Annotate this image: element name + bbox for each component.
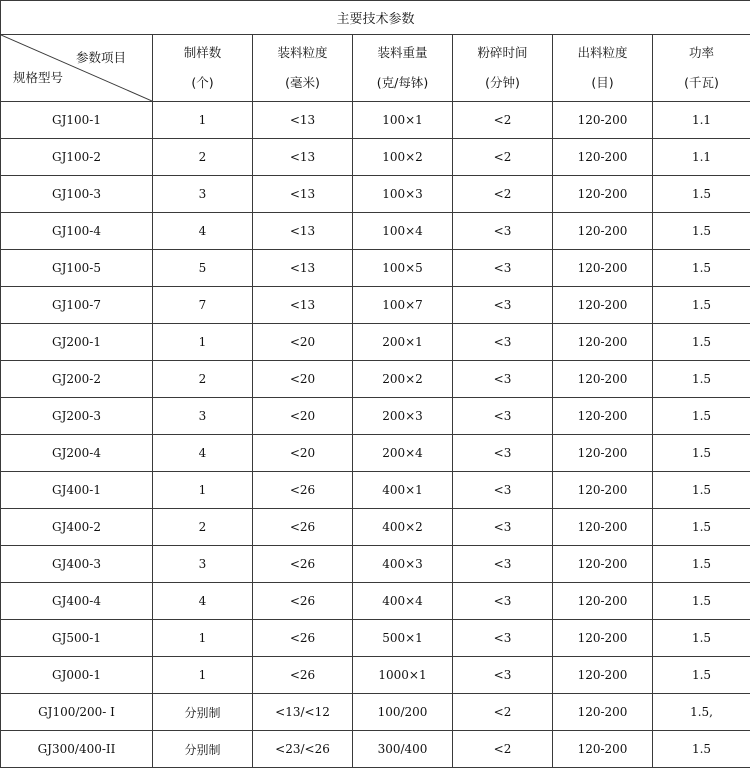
value-cell: <3 bbox=[453, 657, 553, 694]
value-cell: 1.5 bbox=[653, 213, 750, 250]
value-cell: <2 bbox=[453, 176, 553, 213]
model-cell: GJ400-3 bbox=[1, 546, 153, 583]
value-cell: 120-200 bbox=[553, 583, 653, 620]
value-cell: <13 bbox=[253, 176, 353, 213]
value-cell: <26 bbox=[253, 546, 353, 583]
value-cell: 1000×1 bbox=[353, 657, 453, 694]
table-body bbox=[1, 102, 750, 768]
value-cell: <20 bbox=[253, 324, 353, 361]
model-cell: GJ000-1 bbox=[1, 657, 153, 694]
value-cell: 1.5 bbox=[653, 398, 750, 435]
model-cell: GJ400-1 bbox=[1, 472, 153, 509]
value-cell: <2 bbox=[453, 139, 553, 176]
value-cell: 1.1 bbox=[653, 139, 750, 176]
title-row bbox=[1, 1, 750, 35]
table-row bbox=[1, 620, 750, 657]
model-cell: GJ200-1 bbox=[1, 324, 153, 361]
value-cell: 100×7 bbox=[353, 287, 453, 324]
table-row bbox=[1, 546, 750, 583]
value-cell: <3 bbox=[453, 583, 553, 620]
value-cell: <13 bbox=[253, 102, 353, 139]
column-header-name: 粉碎时间 bbox=[453, 38, 552, 68]
value-cell: 2 bbox=[153, 139, 253, 176]
value-cell: 120-200 bbox=[553, 435, 653, 472]
value-cell: 1.5 bbox=[653, 176, 750, 213]
column-header-name: 装料重量 bbox=[353, 38, 452, 68]
value-cell: 120-200 bbox=[553, 139, 653, 176]
value-cell: 120-200 bbox=[553, 250, 653, 287]
value-cell: 1.5 bbox=[653, 509, 750, 546]
value-cell: 1 bbox=[153, 620, 253, 657]
table-row bbox=[1, 435, 750, 472]
value-cell: 120-200 bbox=[553, 102, 653, 139]
model-cell: GJ100-2 bbox=[1, 139, 153, 176]
column-header-name: 功率 bbox=[653, 38, 750, 68]
value-cell: 4 bbox=[153, 583, 253, 620]
column-header bbox=[253, 35, 353, 102]
value-cell: 100×2 bbox=[353, 139, 453, 176]
value-cell: 5 bbox=[153, 250, 253, 287]
column-header-name: 出料粒度 bbox=[553, 38, 652, 68]
value-cell: 200×3 bbox=[353, 398, 453, 435]
value-cell: <3 bbox=[453, 213, 553, 250]
value-cell: 分别制 bbox=[153, 731, 253, 768]
column-header-unit: (克/每钵) bbox=[353, 68, 452, 98]
value-cell: 1 bbox=[153, 657, 253, 694]
value-cell: <23/<26 bbox=[253, 731, 353, 768]
value-cell: 1 bbox=[153, 324, 253, 361]
table-row bbox=[1, 472, 750, 509]
table-row bbox=[1, 583, 750, 620]
table-row bbox=[1, 250, 750, 287]
value-cell: 400×2 bbox=[353, 509, 453, 546]
header-row bbox=[1, 35, 750, 102]
value-cell: 100×3 bbox=[353, 176, 453, 213]
model-cell: GJ200-4 bbox=[1, 435, 153, 472]
model-cell: GJ100-3 bbox=[1, 176, 153, 213]
column-header bbox=[553, 35, 653, 102]
model-cell: GJ400-2 bbox=[1, 509, 153, 546]
column-header-unit: (目) bbox=[553, 68, 652, 98]
value-cell: 3 bbox=[153, 176, 253, 213]
value-cell: 120-200 bbox=[553, 546, 653, 583]
value-cell: <3 bbox=[453, 620, 553, 657]
value-cell: 1.5 bbox=[653, 324, 750, 361]
value-cell: 1.5 bbox=[653, 657, 750, 694]
value-cell: <2 bbox=[453, 102, 553, 139]
value-cell: 120-200 bbox=[553, 176, 653, 213]
value-cell: 1.5 bbox=[653, 731, 750, 768]
value-cell: 1 bbox=[153, 472, 253, 509]
value-cell: 120-200 bbox=[553, 361, 653, 398]
value-cell: <3 bbox=[453, 324, 553, 361]
table-row bbox=[1, 509, 750, 546]
column-header-name: 装料粒度 bbox=[253, 38, 352, 68]
value-cell: <26 bbox=[253, 509, 353, 546]
value-cell: 200×1 bbox=[353, 324, 453, 361]
value-cell: 100×1 bbox=[353, 102, 453, 139]
value-cell: <26 bbox=[253, 472, 353, 509]
model-cell: GJ200-3 bbox=[1, 398, 153, 435]
table-row bbox=[1, 324, 750, 361]
value-cell: 400×1 bbox=[353, 472, 453, 509]
model-cell: GJ100-1 bbox=[1, 102, 153, 139]
column-header-unit: (分钟) bbox=[453, 68, 552, 98]
value-cell: 400×4 bbox=[353, 583, 453, 620]
value-cell: <3 bbox=[453, 435, 553, 472]
model-cell: GJ200-2 bbox=[1, 361, 153, 398]
value-cell: 1.5 bbox=[653, 620, 750, 657]
column-header bbox=[153, 35, 253, 102]
value-cell: <13/<12 bbox=[253, 694, 353, 731]
value-cell: 1.5 bbox=[653, 250, 750, 287]
column-header-name: 制样数 bbox=[153, 38, 252, 68]
value-cell: <26 bbox=[253, 657, 353, 694]
value-cell: 300/400 bbox=[353, 731, 453, 768]
value-cell: <20 bbox=[253, 435, 353, 472]
table-row bbox=[1, 287, 750, 324]
value-cell: 500×1 bbox=[353, 620, 453, 657]
value-cell: <2 bbox=[453, 694, 553, 731]
value-cell: 120-200 bbox=[553, 657, 653, 694]
column-header-unit: (千瓦) bbox=[653, 68, 750, 98]
corner-bottom-label: 规格型号 bbox=[13, 63, 63, 93]
table-row bbox=[1, 361, 750, 398]
value-cell: 120-200 bbox=[553, 213, 653, 250]
model-cell: GJ300/400-II bbox=[1, 731, 153, 768]
value-cell: 120-200 bbox=[553, 694, 653, 731]
value-cell: 1.5 bbox=[653, 546, 750, 583]
value-cell: <13 bbox=[253, 287, 353, 324]
value-cell: <3 bbox=[453, 287, 553, 324]
value-cell: 1.5, bbox=[653, 694, 750, 731]
table-row bbox=[1, 694, 750, 731]
table-row bbox=[1, 213, 750, 250]
value-cell: 分别制 bbox=[153, 694, 253, 731]
column-header-unit: (毫米) bbox=[253, 68, 352, 98]
model-cell: GJ100/200- I bbox=[1, 694, 153, 731]
value-cell: <3 bbox=[453, 361, 553, 398]
column-header bbox=[353, 35, 453, 102]
value-cell: 120-200 bbox=[553, 287, 653, 324]
table-title: 主要技术参数 bbox=[1, 1, 750, 35]
value-cell: 120-200 bbox=[553, 731, 653, 768]
value-cell: <3 bbox=[453, 398, 553, 435]
value-cell: 3 bbox=[153, 546, 253, 583]
model-cell: GJ400-4 bbox=[1, 583, 153, 620]
value-cell: 1.5 bbox=[653, 361, 750, 398]
value-cell: <13 bbox=[253, 250, 353, 287]
model-cell: GJ100-4 bbox=[1, 213, 153, 250]
value-cell: 120-200 bbox=[553, 509, 653, 546]
value-cell: 2 bbox=[153, 361, 253, 398]
value-cell: 200×2 bbox=[353, 361, 453, 398]
corner-header-cell bbox=[1, 35, 153, 102]
corner-top-label: 参数项目 bbox=[76, 43, 126, 73]
value-cell: <13 bbox=[253, 139, 353, 176]
table-row bbox=[1, 176, 750, 213]
value-cell: <3 bbox=[453, 546, 553, 583]
value-cell: <13 bbox=[253, 213, 353, 250]
value-cell: <2 bbox=[453, 731, 553, 768]
value-cell: <20 bbox=[253, 361, 353, 398]
value-cell: <3 bbox=[453, 509, 553, 546]
value-cell: 200×4 bbox=[353, 435, 453, 472]
model-cell: GJ500-1 bbox=[1, 620, 153, 657]
value-cell: 120-200 bbox=[553, 472, 653, 509]
value-cell: 400×3 bbox=[353, 546, 453, 583]
table-row bbox=[1, 731, 750, 768]
value-cell: 120-200 bbox=[553, 324, 653, 361]
value-cell: 1.1 bbox=[653, 102, 750, 139]
value-cell: 4 bbox=[153, 213, 253, 250]
value-cell: 4 bbox=[153, 435, 253, 472]
value-cell: 100×5 bbox=[353, 250, 453, 287]
value-cell: <20 bbox=[253, 398, 353, 435]
value-cell: 100×4 bbox=[353, 213, 453, 250]
model-cell: GJ100-5 bbox=[1, 250, 153, 287]
column-header bbox=[653, 35, 750, 102]
value-cell: 1.5 bbox=[653, 583, 750, 620]
value-cell: <3 bbox=[453, 250, 553, 287]
model-cell: GJ100-7 bbox=[1, 287, 153, 324]
table-row bbox=[1, 102, 750, 139]
value-cell: 120-200 bbox=[553, 620, 653, 657]
value-cell: 1.5 bbox=[653, 287, 750, 324]
value-cell: 2 bbox=[153, 509, 253, 546]
column-header bbox=[453, 35, 553, 102]
value-cell: <3 bbox=[453, 472, 553, 509]
column-header-unit: (个) bbox=[153, 68, 252, 98]
value-cell: 1 bbox=[153, 102, 253, 139]
value-cell: <26 bbox=[253, 583, 353, 620]
value-cell: 120-200 bbox=[553, 398, 653, 435]
value-cell: 7 bbox=[153, 287, 253, 324]
value-cell: 1.5 bbox=[653, 472, 750, 509]
table-row bbox=[1, 657, 750, 694]
value-cell: 100/200 bbox=[353, 694, 453, 731]
value-cell: 3 bbox=[153, 398, 253, 435]
table-row bbox=[1, 139, 750, 176]
value-cell: 1.5 bbox=[653, 435, 750, 472]
value-cell: <26 bbox=[253, 620, 353, 657]
table-row bbox=[1, 398, 750, 435]
